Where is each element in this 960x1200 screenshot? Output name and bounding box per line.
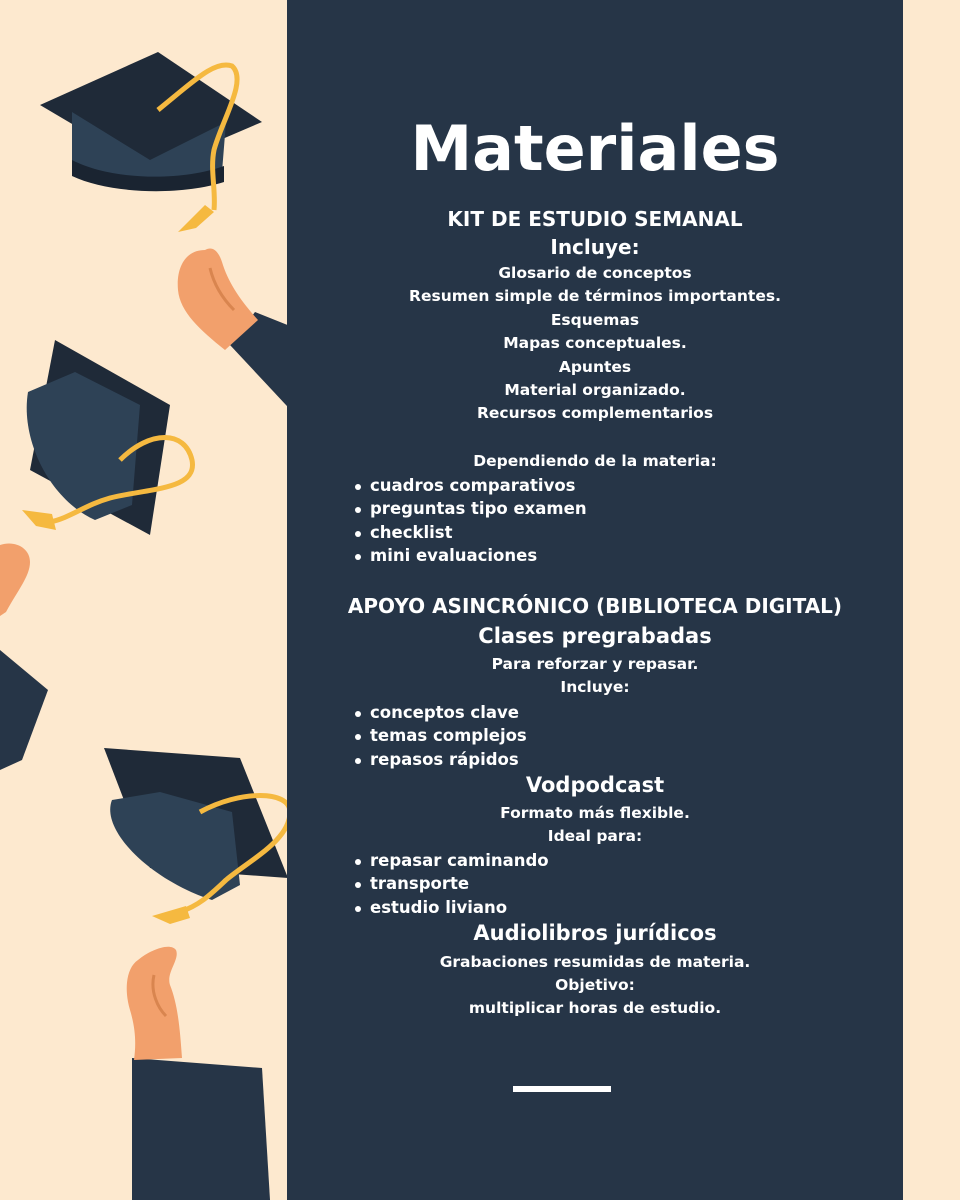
kit-heading: KIT DE ESTUDIO SEMANAL [447,207,743,231]
graduation-cap-icon [104,748,290,924]
right-border [903,0,960,1200]
list-item: transporte [370,872,549,895]
raised-arm-icon [0,544,48,770]
graduation-cap-icon [40,52,262,232]
kit-line: Material organizado. [504,381,686,399]
list-item: estudio liviano [370,896,549,919]
vodpodcast-desc: Formato más flexible. [500,804,690,822]
clases-desc: Para reforzar y repasar. [491,655,699,673]
divider [513,1086,611,1092]
list-item: mini evaluaciones [370,544,587,567]
kit-line: Mapas conceptuales. [503,334,687,352]
apoyo-heading: APOYO ASINCRÓNICO (BIBLIOTECA DIGITAL) [347,594,843,618]
kit-depends-label: Dependiendo de la materia: [473,452,717,470]
clases-title: Clases pregrabadas [478,624,712,648]
kit-line: Apuntes [558,358,632,376]
raised-arm-icon [127,947,270,1200]
audiolibros-label: Objetivo: [555,976,635,994]
graduation-illustration [0,0,300,1200]
kit-line: Resumen simple de términos importantes. [409,287,781,305]
vodpodcast-title: Vodpodcast [525,773,665,797]
list-item: repasos rápidos [370,748,527,771]
raised-arm-icon [178,249,300,421]
audiolibros-goal: multiplicar horas de estudio. [468,999,722,1017]
vodpodcast-label: Ideal para: [547,827,643,845]
kit-includes-label: Incluye: [550,235,640,259]
kit-line: Esquemas [550,311,640,329]
kit-bullet-list [353,474,587,568]
content-panel [287,0,903,1200]
list-item: repasar caminando [370,849,549,872]
list-item: conceptos clave [370,701,527,724]
vodpodcast-bullet-list [353,849,549,919]
clases-label: Incluye: [560,678,630,696]
page-title: Materiales [410,112,780,185]
clases-bullet-list [353,701,527,771]
kit-line: Recursos complementarios [476,404,714,422]
audiolibros-title: Audiolibros jurídicos [473,921,717,945]
list-item: preguntas tipo examen [370,497,587,520]
graduation-cap-icon [22,340,193,535]
audiolibros-desc: Grabaciones resumidas de materia. [439,953,751,971]
list-item: cuadros comparativos [370,474,587,497]
list-item: temas complejos [370,724,527,747]
kit-line: Glosario de conceptos [498,264,692,282]
list-item: checklist [370,521,587,544]
